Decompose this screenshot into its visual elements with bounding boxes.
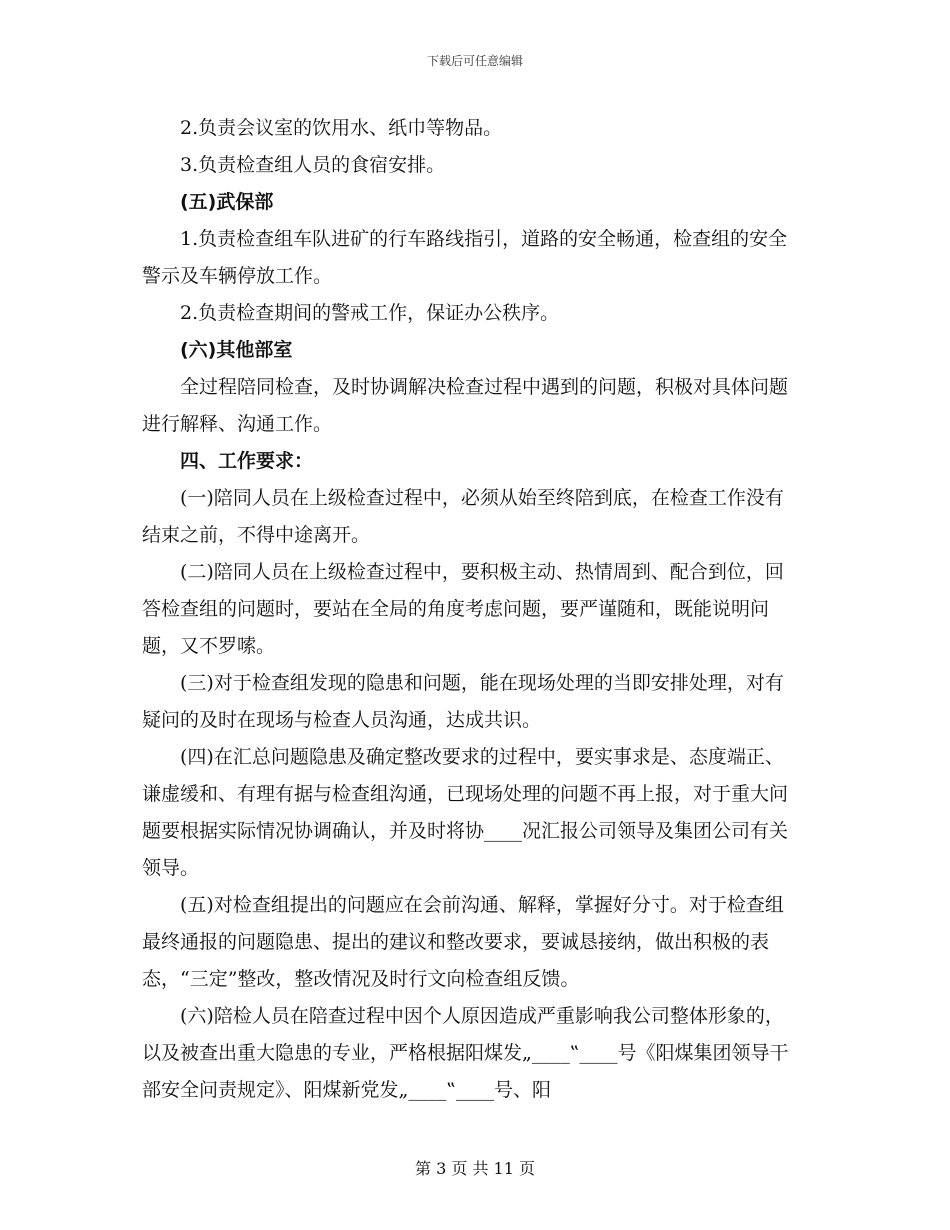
section-heading: (六)其他部室: [180, 339, 293, 361]
document-body: [142, 110, 802, 1109]
paragraph: (五)对检查组提出的问题应在会前沟通、解释，掌握好分寸。对于检查组最终通报的问题隐患、提出的建议和整改要求，要诚恳接纳，做出积极的表态，“三定”整改，整改情况及时行文向检查组反馈。: [142, 894, 784, 990]
paragraph: (六)陪检人员在陪查过程中因个人原因造成严重影响我公司整体形象的，以及被查出重大隐患的专业，严格根据阳煤发„____‟____号《阳煤集团领导干部安全问责规定》、阳煤新党发„____‟____号、阳: [142, 1005, 789, 1101]
paragraph: 2.负责检查期间的警戒工作，保证办公秩序。: [180, 302, 560, 324]
paragraph: 3.负责检查组人员的食宿安排。: [180, 154, 446, 176]
paragraph: (二)陪同人员在上级检查过程中，要积极主动、热情周到、配合到位，回答检查组的问题时，要站在全局的角度考虑问题，要严谨随和，既能说明问题，又不罗嗦。: [142, 561, 784, 657]
paragraph: (一)陪同人员在上级检查过程中，必须从始至终陪到底，在检查工作没有结束之前，不得中途离开。: [142, 487, 784, 546]
paragraph: 1.负责检查组车队进矿的行车路线指引，道路的安全畅通，检查组的安全警示及车辆停放工作。: [142, 228, 788, 287]
paragraph: (四)在汇总问题隐患及确定整改要求的过程中，要实事求是、态度端正、谦虚缓和、有理有据与检查组沟通，已现场处理的问题不再上报，对于重大问题要根据实际情况协调确认，并及时将协____况汇报公司领导及集团公司有关领导。: [142, 746, 789, 879]
page-header: 下载后可任意编辑: [426, 54, 523, 68]
page-footer: 第 3 页 共 11 页: [415, 1159, 535, 1178]
paragraph: 2.负责会议室的饮用水、纸巾等物品。: [180, 117, 503, 139]
paragraph: 全过程陪同检查，及时协调解决检查过程中遇到的问题，积极对具体问题进行解释、沟通工作。: [142, 376, 789, 435]
section-heading: 四、工作要求：: [180, 450, 314, 472]
section-heading: (五)武保部: [180, 191, 274, 213]
paragraph: (三)对于检查组发现的隐患和问题，能在现场处理的当即安排处理，对有疑问的及时在现场与检查人员沟通，达成共识。: [142, 672, 784, 731]
